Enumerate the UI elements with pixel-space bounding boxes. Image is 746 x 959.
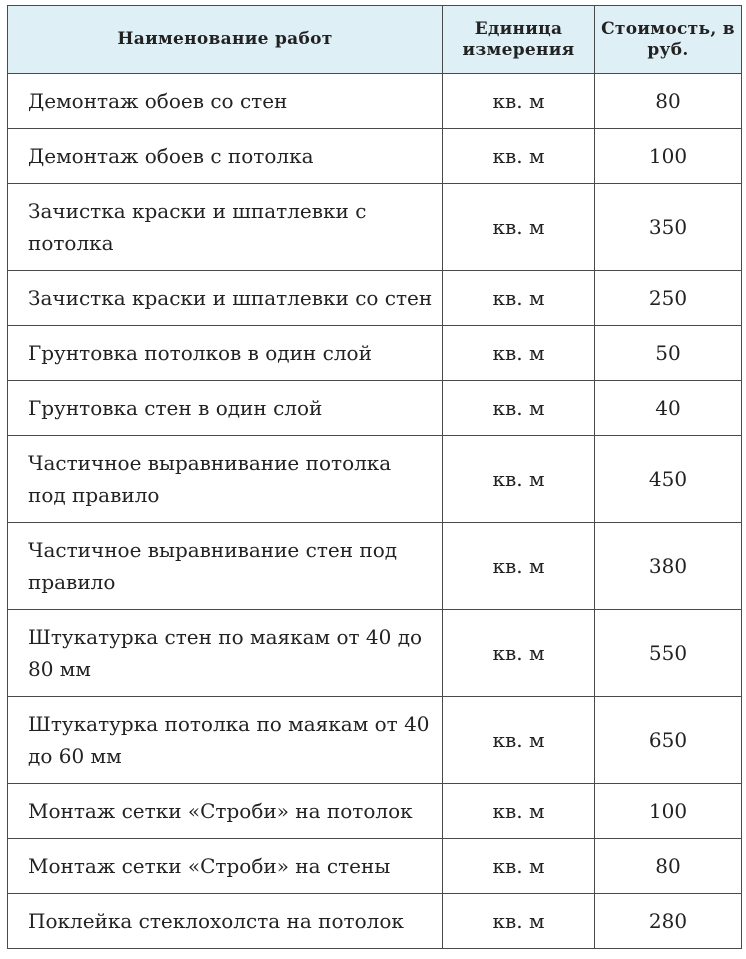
price-cell: 40 bbox=[595, 381, 742, 436]
price-cell: 100 bbox=[595, 784, 742, 839]
header-row bbox=[8, 6, 742, 74]
price-cell: 550 bbox=[595, 610, 742, 697]
price-cell: 80 bbox=[595, 74, 742, 129]
unit-cell: кв. м bbox=[443, 839, 595, 894]
unit-cell: кв. м bbox=[443, 184, 595, 271]
unit-cell: кв. м bbox=[443, 381, 595, 436]
table-row bbox=[8, 74, 742, 129]
table-row bbox=[8, 436, 742, 523]
table-row bbox=[8, 129, 742, 184]
table-body bbox=[8, 74, 742, 949]
unit-cell: кв. м bbox=[443, 326, 595, 381]
header-name: Наименование работ bbox=[8, 6, 443, 74]
price-cell: 450 bbox=[595, 436, 742, 523]
price-table-container bbox=[7, 5, 741, 949]
table-header bbox=[8, 6, 742, 74]
unit-cell: кв. м bbox=[443, 784, 595, 839]
work-name-cell: Поклейка стеклохолста на потолок bbox=[8, 894, 443, 949]
table-row bbox=[8, 271, 742, 326]
unit-cell: кв. м bbox=[443, 74, 595, 129]
unit-cell: кв. м bbox=[443, 894, 595, 949]
header-price: Стоимость, в руб. bbox=[595, 6, 742, 74]
price-cell: 280 bbox=[595, 894, 742, 949]
work-name-cell: Зачистка краски и шпатлевки с потолка bbox=[8, 184, 443, 271]
price-cell: 50 bbox=[595, 326, 742, 381]
work-name-cell: Зачистка краски и шпатлевки со стен bbox=[8, 271, 443, 326]
price-cell: 380 bbox=[595, 523, 742, 610]
table-row bbox=[8, 381, 742, 436]
price-cell: 100 bbox=[595, 129, 742, 184]
work-name-cell: Демонтаж обоев со стен bbox=[8, 74, 443, 129]
table-row bbox=[8, 326, 742, 381]
work-name-cell: Монтаж сетки «Строби» на потолок bbox=[8, 784, 443, 839]
unit-cell: кв. м bbox=[443, 129, 595, 184]
unit-cell: кв. м bbox=[443, 523, 595, 610]
price-cell: 250 bbox=[595, 271, 742, 326]
price-cell: 350 bbox=[595, 184, 742, 271]
work-name-cell: Частичное выравнивание потолка под правило bbox=[8, 436, 443, 523]
work-name-cell: Демонтаж обоев с потолка bbox=[8, 129, 443, 184]
price-table bbox=[7, 5, 742, 949]
table-row bbox=[8, 839, 742, 894]
work-name-cell: Штукатурка стен по маякам от 40 до 80 мм bbox=[8, 610, 443, 697]
table-row bbox=[8, 184, 742, 271]
header-unit: Единица измерения bbox=[443, 6, 595, 74]
price-cell: 80 bbox=[595, 839, 742, 894]
unit-cell: кв. м bbox=[443, 697, 595, 784]
table-row bbox=[8, 697, 742, 784]
table-row bbox=[8, 894, 742, 949]
work-name-cell: Грунтовка стен в один слой bbox=[8, 381, 443, 436]
unit-cell: кв. м bbox=[443, 271, 595, 326]
table-row bbox=[8, 784, 742, 839]
work-name-cell: Грунтовка потолков в один слой bbox=[8, 326, 443, 381]
work-name-cell: Монтаж сетки «Строби» на стены bbox=[8, 839, 443, 894]
work-name-cell: Частичное выравнивание стен под правило bbox=[8, 523, 443, 610]
price-cell: 650 bbox=[595, 697, 742, 784]
table-row bbox=[8, 523, 742, 610]
work-name-cell: Штукатурка потолка по маякам от 40 до 60 мм bbox=[8, 697, 443, 784]
table-row bbox=[8, 610, 742, 697]
unit-cell: кв. м bbox=[443, 436, 595, 523]
unit-cell: кв. м bbox=[443, 610, 595, 697]
